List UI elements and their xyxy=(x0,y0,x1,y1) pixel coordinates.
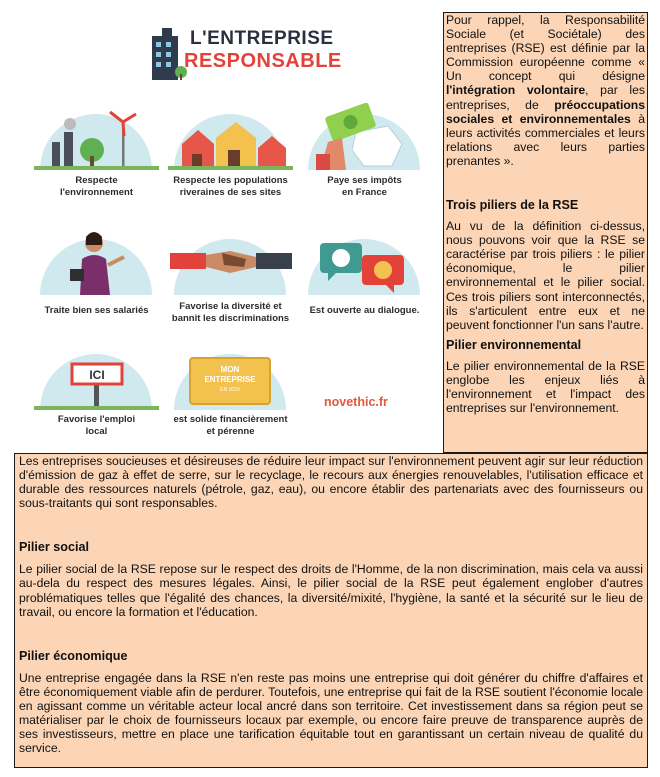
cell-financial xyxy=(164,340,297,453)
building-icon xyxy=(148,26,188,84)
environment-icon xyxy=(30,92,163,172)
caption-environment: Respecte l'environnement xyxy=(60,175,133,198)
infographic xyxy=(18,12,443,453)
novethic-watermark: novethic.fr xyxy=(324,395,388,409)
caption-local-jobs: Favorise l'emploi local xyxy=(57,414,136,437)
employee-icon xyxy=(30,217,163,297)
cell-local-jobs xyxy=(30,340,163,453)
handshake-icon xyxy=(164,217,297,297)
caption-taxes: Paye ses impôts en France xyxy=(327,175,402,198)
caption-dialogue: Est ouverte au dialogue. xyxy=(309,305,420,316)
cell-environment xyxy=(30,92,163,212)
paragraph-environment-pillar: Le pilier environnemental de la RSE englobe les enjeux liés à l'environnement et l'impact des entreprises sur l'environnement. xyxy=(446,358,645,416)
cell-taxes xyxy=(298,92,431,212)
cell-diversity xyxy=(164,217,297,337)
sign-icon xyxy=(30,340,163,412)
paragraph-three-pillars: Au vu de la définition ci-dessus, nous pouvons voir que la RSE se caractérise par trois piliers : le pilier économique, le pilier environnemental et le pilier social. Ces trois piliers sont interconnectés, ils s'articulent entre eux et ne peuvent fonctionner l'un sans l'autre. xyxy=(446,219,645,332)
brand-title: L'ENTREPRISE xyxy=(190,28,334,49)
heading-economic-pillar: Pilier économique xyxy=(19,648,128,663)
cell-employees xyxy=(30,217,163,337)
paragraph-economic-pillar: Une entreprise engagée dans la RSE n'en reste pas moins une entreprise qui doit générer du chiffre d'affaires et être économiquement viable afin de perdurer. Toutefois, une entreprise qui fait de la RSE soutient l'économie locale en agissant comme un véritable acteur local ancré dans son territoire. Cet investissement dans sa région peut se matérialiser par le choix de fournisseurs locaux par exemple, ou encore faire preuve de transparence auprès de ses investisseurs, mettre en place une tarification équitable tout en garantissant un certain niveau de qualité du service. xyxy=(19,670,643,756)
caption-diversity: Favorise la diversité et bannit les discriminations xyxy=(171,301,290,324)
brand-subtitle: RESPONSABLE xyxy=(184,50,342,72)
caption-populations: Respecte les populations riveraines de ses sites xyxy=(173,175,288,198)
certificate-line1: MON xyxy=(220,365,240,374)
certificate-line2: ENTREPRISE xyxy=(204,375,256,384)
caption-employees: Traite bien ses salariés xyxy=(44,305,149,316)
sign-text: ICI xyxy=(89,368,105,382)
heading-three-pillars: Trois piliers de la RSE xyxy=(446,198,579,213)
main-text-box xyxy=(14,453,648,768)
houses-icon xyxy=(164,92,297,172)
heading-social-pillar: Pilier social xyxy=(19,540,90,555)
side-text-box xyxy=(443,12,648,453)
cell-dialogue xyxy=(298,217,431,337)
cell-populations xyxy=(164,92,297,212)
brand-logo xyxy=(148,26,342,84)
heading-environment-pillar: Pilier environnemental xyxy=(446,337,582,352)
money-france-icon xyxy=(298,92,431,172)
paragraph-social-pillar: Le pilier social de la RSE repose sur le respect des droits de l'Homme, de la non discrimination, mais cela va aussi au-dela du respect des mesures légales. Ainsi, le pilier social de la RSE peut également englober d'autres problématiques telles que l'égalité des chances, la diversité/mixité, l'hygiène, la santé et la sécurité sur le lieu de travail, ou encore la formation et l'éducation. xyxy=(19,562,643,619)
intro-paragraph: Pour rappel, la Responsabilité Sociale (et Sociétale) des entreprises (RSE) est définie par la Commission européenne comme « Un concept qui désigne l'intégration volontaire, par les entreprises, de préoccupations sociales et environnementales à leurs activités commerciales et leurs relations avec leurs parties prenantes ». xyxy=(446,13,646,168)
certificate-icon xyxy=(164,340,297,412)
dialogue-icon xyxy=(298,217,431,297)
caption-financial: est solide financièrement et pérenne xyxy=(173,414,288,437)
certificate-line3: EN 2020 xyxy=(220,387,240,393)
paragraph-environment-continued: Les entreprises soucieuses et désireuses de réduire leur impact sur l'environnement peuvent agir sur leur réduction d'émission de gaz à effet de serre, sur le recyclage, le recours aux énergies renouvelables, l'utilisation efficace et durable des ressources naturels (pétrole, gaz, eau), ou encore établir des partenariats avec des fournisseurs ou sous-traitants qui sont responsables. xyxy=(19,454,643,511)
